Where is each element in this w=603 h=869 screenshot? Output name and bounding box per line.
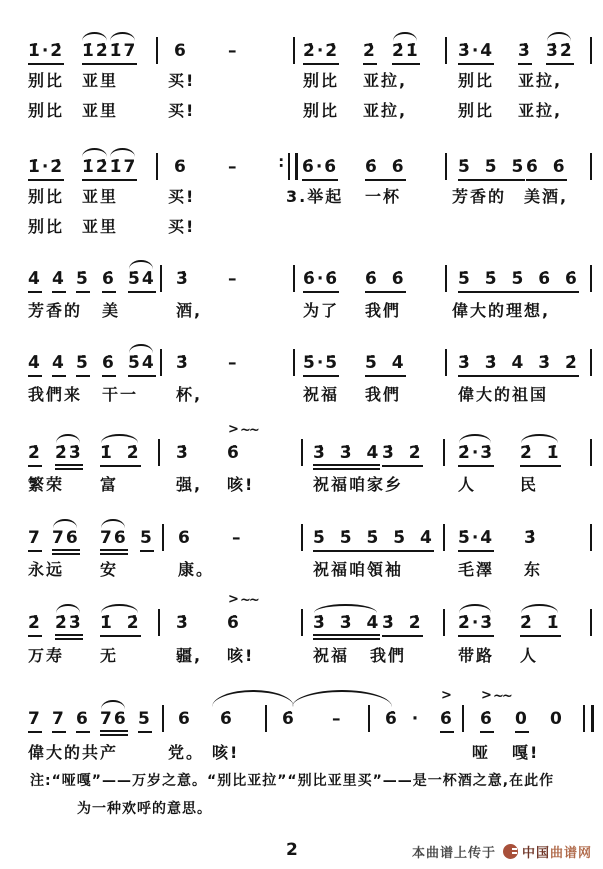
- note-group: 3̇ 3̇ 4̇: [313, 442, 380, 470]
- note-group: 3̇ 3̇ 4̇: [313, 612, 380, 640]
- lyric-word: 买!: [168, 187, 196, 206]
- barline: [443, 439, 445, 466]
- barline: [156, 37, 158, 64]
- note-group: 5̇ 5̇ 5̇: [458, 156, 525, 181]
- lyric-word: 毛澤: [458, 560, 495, 579]
- lyric-word: 咳!: [227, 475, 255, 494]
- watermark-prefix: 本曲谱上传于: [412, 846, 497, 861]
- note-group: 2̇ 1̇: [520, 442, 561, 467]
- lyric-word: 亚拉,: [363, 71, 408, 90]
- lyric-row: [0, 68, 603, 90]
- barline: [301, 609, 303, 636]
- lyric-word: 别比: [28, 187, 65, 206]
- note-group: 5̇·4̇: [458, 527, 494, 552]
- note-group: 5̇4̇: [128, 352, 156, 377]
- barline: [590, 265, 592, 292]
- lyric-word: 芳香的: [452, 187, 507, 206]
- lyric-word: 别比: [303, 71, 340, 90]
- lyric-word: 买!: [168, 101, 196, 120]
- lyric-word: 亚里: [82, 217, 119, 236]
- note-group: 3̇ 2̇: [382, 442, 423, 467]
- lyric-word: 咳!: [212, 743, 240, 762]
- final-barline: [583, 705, 594, 732]
- note-group: 76: [52, 527, 80, 555]
- note-group: 5̇4̇: [128, 268, 156, 293]
- barline: [590, 349, 592, 376]
- note-group: 3̇ 3̇ 4̇ 3̇ 2̇: [458, 352, 579, 377]
- note-group: 5: [138, 708, 152, 733]
- note-group: –: [228, 353, 239, 373]
- barline: [293, 265, 295, 292]
- barline: [445, 37, 447, 64]
- note-group: 2̇: [28, 442, 42, 467]
- lyric-row: [0, 472, 603, 494]
- note-group: 2̇: [28, 612, 42, 637]
- note-group: 5: [140, 527, 154, 552]
- lyric-word: 康。: [178, 560, 215, 579]
- note-group: 5̇ 5̇ 5̇ 6̇ 6̇: [458, 268, 579, 293]
- lyric-row: [0, 740, 603, 762]
- lyric-word: 偉大的祖国: [458, 385, 549, 404]
- barline: [590, 153, 592, 180]
- music-system: [0, 156, 603, 186]
- note-group: 2̇ 1̇: [520, 612, 561, 637]
- barline: [160, 265, 162, 292]
- note-group: 2̇3̇: [55, 442, 83, 470]
- lyric-row: [0, 557, 603, 579]
- barline: [462, 705, 464, 732]
- barline: [443, 524, 445, 551]
- barline: [156, 153, 158, 180]
- note-group: 6: [174, 157, 188, 177]
- barline: [443, 609, 445, 636]
- lyric-word: 疆,: [176, 646, 203, 665]
- note-group: 3̇: [176, 613, 190, 633]
- lyric-word: 祝福咱領袖: [313, 560, 404, 579]
- lyric-row: [0, 184, 603, 206]
- lyric-word: 我們来: [28, 385, 83, 404]
- lyric-word: 咳!: [227, 646, 255, 665]
- note-group: 3̇: [176, 269, 190, 289]
- note-group: 5̇ 4̇: [365, 352, 406, 377]
- lyric-word: 我們: [365, 385, 402, 404]
- note-group: 1̇ 2̇: [100, 442, 141, 467]
- note-group: 4̇: [28, 268, 42, 293]
- lyric-word: 亚拉,: [363, 101, 408, 120]
- note-group: 6̇: [102, 268, 116, 293]
- lyric-word: 富: [100, 475, 119, 494]
- lyric-row: [0, 382, 603, 404]
- lyric-word: 祝福咱家乡: [313, 475, 404, 494]
- lyric-word: 哑: [472, 743, 491, 762]
- note-group: 2̇1̇: [392, 40, 420, 65]
- lyric-word: 带路: [458, 646, 495, 665]
- lyric-word: 我們: [365, 301, 402, 320]
- lyric-row: [0, 98, 603, 120]
- music-system: [0, 352, 603, 382]
- barline: [158, 609, 160, 636]
- music-system: [0, 527, 603, 557]
- trill-mark: ~~: [240, 423, 258, 438]
- site-name-rest: 曲谱网: [550, 846, 593, 861]
- barline: [445, 349, 447, 376]
- lyric-word: 祝福: [313, 646, 350, 665]
- note-group: 5̇: [76, 352, 90, 377]
- lyric-row: [0, 643, 603, 665]
- note-group: 1̇ 2̇: [100, 612, 141, 637]
- lyric-word: 干一: [102, 385, 139, 404]
- note-group: 6̇·6̇: [303, 268, 339, 293]
- barline: [590, 37, 592, 64]
- lyric-word: 党。: [168, 743, 205, 762]
- trill-mark: ~~: [493, 689, 511, 704]
- barline: [158, 439, 160, 466]
- lyric-word: 为了: [303, 301, 340, 320]
- note-group: 3̇2̇: [546, 40, 574, 65]
- note-group: 5̇: [76, 268, 90, 293]
- music-system: [0, 40, 603, 70]
- barline: [301, 524, 303, 551]
- lyric-word: 酒,: [176, 301, 203, 320]
- music-system: [0, 268, 603, 298]
- note-group: –: [332, 709, 343, 729]
- note-group: 0: [550, 709, 564, 729]
- lyric-word: 美酒,: [524, 187, 569, 206]
- note-group: 2̇3̇: [55, 612, 83, 640]
- lyric-word: 永远: [28, 560, 65, 579]
- lyric-word: 别比: [303, 101, 340, 120]
- lyric-row: [0, 298, 603, 320]
- barline: [590, 439, 592, 466]
- note-group: –: [228, 157, 239, 177]
- note-group: 6̇ ·: [385, 709, 421, 729]
- accent-mark: >: [481, 688, 492, 703]
- note-group: 6: [178, 709, 192, 729]
- lyric-word: 亚里: [82, 101, 119, 120]
- lyric-word: 亚拉,: [518, 71, 563, 90]
- trill-mark: ~~: [240, 593, 258, 608]
- lyric-word: 买!: [168, 217, 196, 236]
- note-group: 3̇: [176, 353, 190, 373]
- barline: [293, 349, 295, 376]
- note-group: 7: [28, 708, 42, 733]
- note-group: 6̇: [102, 352, 116, 377]
- note-group: 6: [76, 708, 90, 733]
- note-group: 3̇·4̇: [458, 40, 494, 65]
- note-group: 3̇ 2̇: [382, 612, 423, 637]
- lyric-word: 安: [100, 560, 119, 579]
- lyric-word: 嘎!: [512, 743, 540, 762]
- lyric-word: 无: [100, 646, 119, 665]
- accent-mark: >: [228, 422, 239, 437]
- note-group: 3̇: [518, 40, 532, 65]
- tie-arc: [212, 690, 294, 707]
- lyric-word: 美: [102, 301, 121, 320]
- barline: [445, 265, 447, 292]
- tie-arc: [292, 690, 392, 707]
- note-group: 6: [174, 41, 188, 61]
- note-group: 6̇ > ~~: [227, 442, 241, 464]
- lyric-word: 买!: [168, 71, 196, 90]
- lyric-word: 别比: [458, 71, 495, 90]
- lyric-word: 别比: [458, 101, 495, 120]
- note-group: 4̇: [52, 352, 66, 377]
- repeat-sign: [288, 153, 298, 180]
- note-group: 3̇: [524, 528, 538, 548]
- accent-mark: >: [441, 688, 452, 703]
- note-group: 5̇ 5̇ 5̇ 5̇ 4̇: [313, 527, 434, 552]
- lyric-word: 偉大的共产: [28, 743, 119, 762]
- note-group: 6̇: [220, 709, 234, 729]
- lyric-word: 3.举起: [286, 187, 344, 206]
- barline: [162, 705, 164, 732]
- note-group: –: [228, 41, 239, 61]
- page-number: 2: [286, 840, 298, 860]
- note-group: 1̇2̇1̇7: [82, 40, 137, 65]
- note-group: 6̇·6̇: [302, 156, 338, 181]
- music-system: [0, 592, 603, 642]
- lyric-word: 芳香的: [28, 301, 83, 320]
- note-group: 7: [28, 527, 42, 552]
- lyric-word: 偉大的理想,: [452, 301, 551, 320]
- lyric-word: 人: [520, 646, 539, 665]
- lyric-word: 亚里: [82, 187, 119, 206]
- lyric-word: 别比: [28, 217, 65, 236]
- lyric-word: 繁荣: [28, 475, 65, 494]
- barline: [162, 524, 164, 551]
- site-name-cn: 中国: [522, 846, 551, 861]
- lyric-word: 别比: [28, 71, 65, 90]
- lyric-row: [0, 214, 603, 236]
- barline: [590, 609, 592, 636]
- lyric-word: 亚拉,: [518, 101, 563, 120]
- accent-mark: >: [228, 592, 239, 607]
- lyric-word: 万寿: [28, 646, 65, 665]
- lyric-word: 亚里: [82, 71, 119, 90]
- note-group: 6: [178, 528, 192, 548]
- barline: [368, 705, 370, 732]
- note-group: 1̇·2̇: [28, 156, 64, 181]
- note-group: 6̇: [282, 709, 296, 729]
- note-group: 2̇·2̇: [303, 40, 339, 65]
- lyric-word: 东: [524, 560, 543, 579]
- barline: [301, 439, 303, 466]
- lyric-word: 别比: [28, 101, 65, 120]
- note-group: 76: [100, 708, 128, 736]
- note-group: 6̇ 6̇: [365, 156, 406, 181]
- watermark: [412, 842, 592, 861]
- note-group: 4̇: [52, 268, 66, 293]
- note-group: 2̇·3̇: [458, 442, 494, 467]
- note-group: 6̇ 6̇: [365, 268, 406, 293]
- lyric-word: 民: [520, 475, 539, 494]
- note-group: 3̇: [176, 443, 190, 463]
- barline: [265, 705, 267, 732]
- note-group: –: [232, 528, 243, 548]
- lyric-word: 强,: [176, 475, 203, 494]
- note-group: 2̇: [363, 40, 377, 65]
- footnote-line-1: 注:“哑嘎”——万岁之意。“别比亚拉”“别比亚里买”——是一杯酒之意,在此作: [30, 773, 555, 789]
- lyric-word: 我們: [370, 646, 407, 665]
- barline: [160, 349, 162, 376]
- music-system: [0, 688, 603, 738]
- note-group: 5̇·5̇: [303, 352, 339, 377]
- barline: [293, 37, 295, 64]
- note-group: 6̇ >: [440, 708, 454, 733]
- note-group: 2̇·3̇: [458, 612, 494, 637]
- site-logo-icon: [503, 844, 518, 859]
- note-group: 6̇ > ~~: [480, 708, 494, 733]
- note-group: 6̇ > ~~: [227, 612, 241, 634]
- barline: [445, 153, 447, 180]
- note-group: 7: [52, 708, 66, 733]
- lyric-word: 杯,: [176, 385, 203, 404]
- lyric-word: 人: [458, 475, 477, 494]
- note-group: 1̇2̇1̇7: [82, 156, 137, 181]
- footnote-line-2: 为一种欢呼的意思。: [77, 801, 212, 817]
- note-group: 0: [515, 708, 529, 733]
- music-system: [0, 422, 603, 472]
- note-group: 76: [100, 527, 128, 555]
- note-group: 6̇ 6̇: [526, 156, 567, 181]
- barline: [590, 524, 592, 551]
- note-group: 1̇·2̇: [28, 40, 64, 65]
- note-group: –: [228, 269, 239, 289]
- note-group: 4̇: [28, 352, 42, 377]
- lyric-word: 祝福: [303, 385, 340, 404]
- lyric-word: 一杯: [365, 187, 402, 206]
